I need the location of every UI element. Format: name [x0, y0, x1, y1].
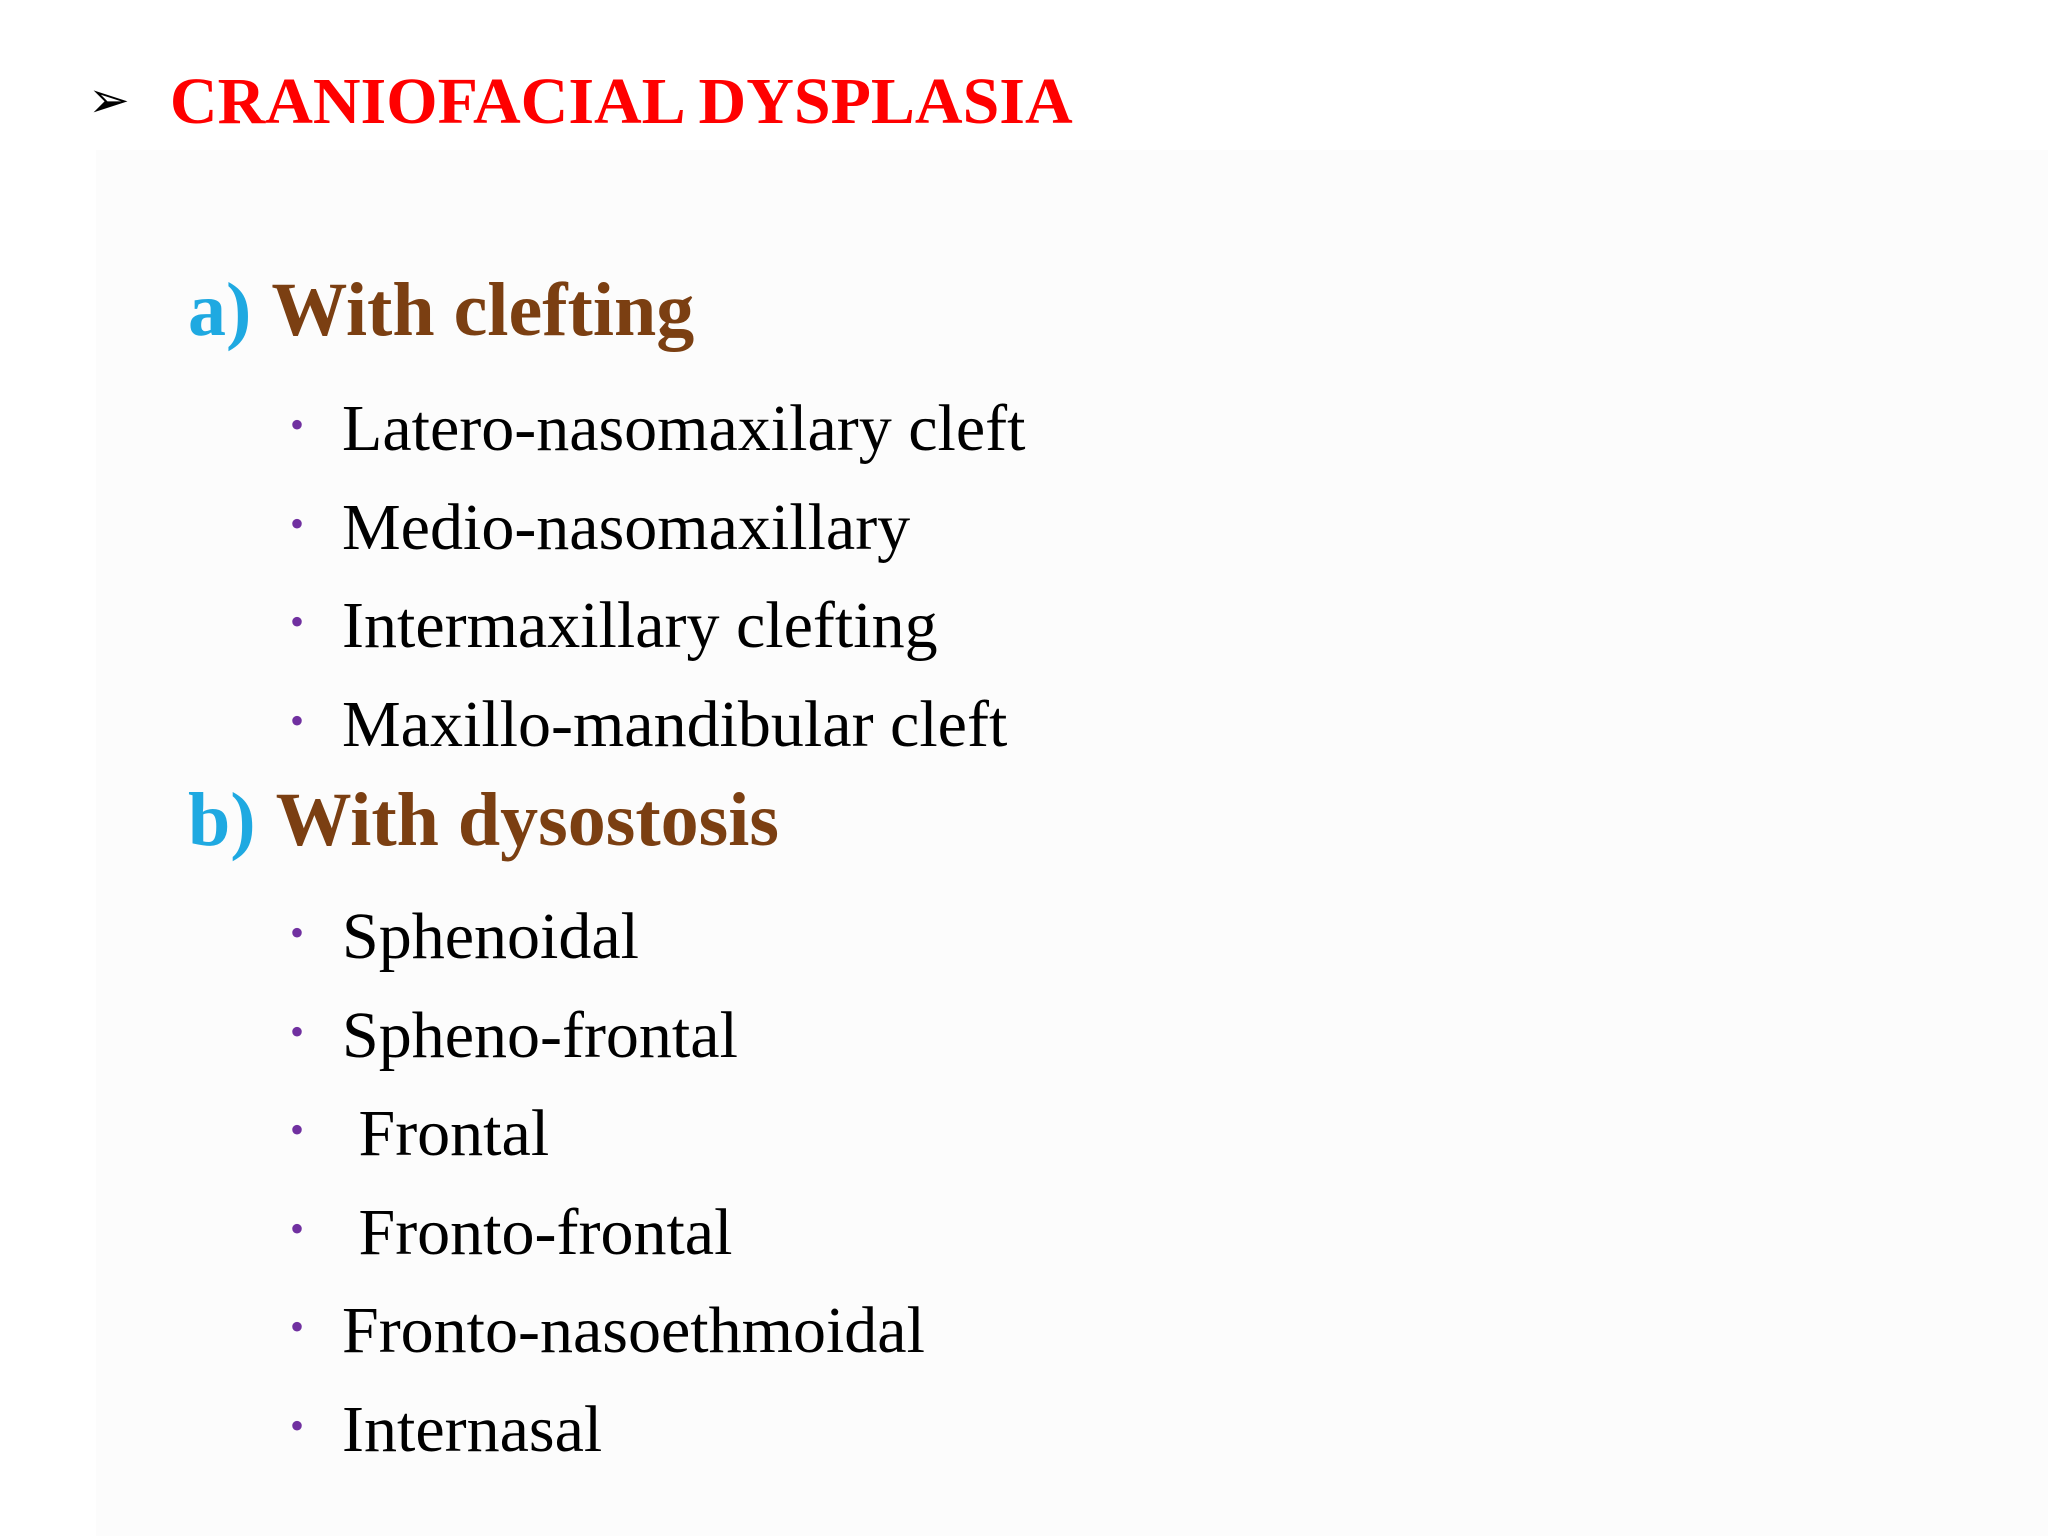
section-marker: b) — [188, 778, 256, 862]
list-item-text: Intermaxillary clefting — [342, 589, 938, 663]
section-heading-dysostosis — [188, 778, 779, 862]
list-item-text: Maxillo-mandibular cleft — [342, 687, 1008, 761]
bullet-dot-icon: • — [290, 402, 305, 448]
list-item — [290, 577, 1026, 676]
bullet-dot-icon: • — [290, 1304, 305, 1350]
clefting-list — [290, 380, 1026, 774]
list-item-text: Fronto-frontal — [342, 1195, 733, 1269]
list-item — [290, 987, 925, 1086]
bullet-dot-icon: • — [290, 599, 305, 645]
list-item — [290, 380, 1026, 479]
slide-title-text: CRANIOFACIAL DYSPLASIA — [169, 65, 1073, 138]
bullet-dot-icon: • — [290, 1107, 305, 1153]
section-heading-clefting — [188, 268, 695, 352]
bullet-dot-icon: • — [290, 1402, 305, 1448]
list-item-text: Latero-nasomaxilary cleft — [342, 392, 1026, 466]
bullet-dot-icon: • — [290, 1008, 305, 1054]
slide-title — [88, 62, 1073, 142]
list-item — [290, 1184, 925, 1283]
list-item — [290, 676, 1026, 775]
list-item — [290, 1085, 925, 1184]
list-item — [290, 888, 925, 987]
list-item — [290, 479, 1026, 578]
bullet-dot-icon: • — [290, 500, 305, 546]
arrow-bullet-icon: ➢ — [88, 71, 130, 129]
list-item-text: Frontal — [342, 1097, 550, 1171]
section-heading-text: With dysostosis — [275, 778, 779, 862]
bullet-dot-icon: • — [290, 910, 305, 956]
list-item — [290, 1282, 925, 1381]
bullet-dot-icon: • — [290, 697, 305, 743]
list-item-text: Spheno-frontal — [342, 998, 738, 1072]
dysostosis-list — [290, 888, 925, 1479]
section-heading-text: With clefting — [271, 268, 695, 352]
bullet-dot-icon: • — [290, 1205, 305, 1251]
list-item-text: Internasal — [342, 1392, 603, 1466]
list-item-text: Fronto-nasoethmoidal — [342, 1294, 925, 1368]
list-item-text: Sphenoidal — [342, 900, 639, 974]
list-item-text: Medio-nasomaxillary — [342, 490, 911, 564]
section-marker: a) — [188, 268, 252, 352]
list-item — [290, 1381, 925, 1480]
